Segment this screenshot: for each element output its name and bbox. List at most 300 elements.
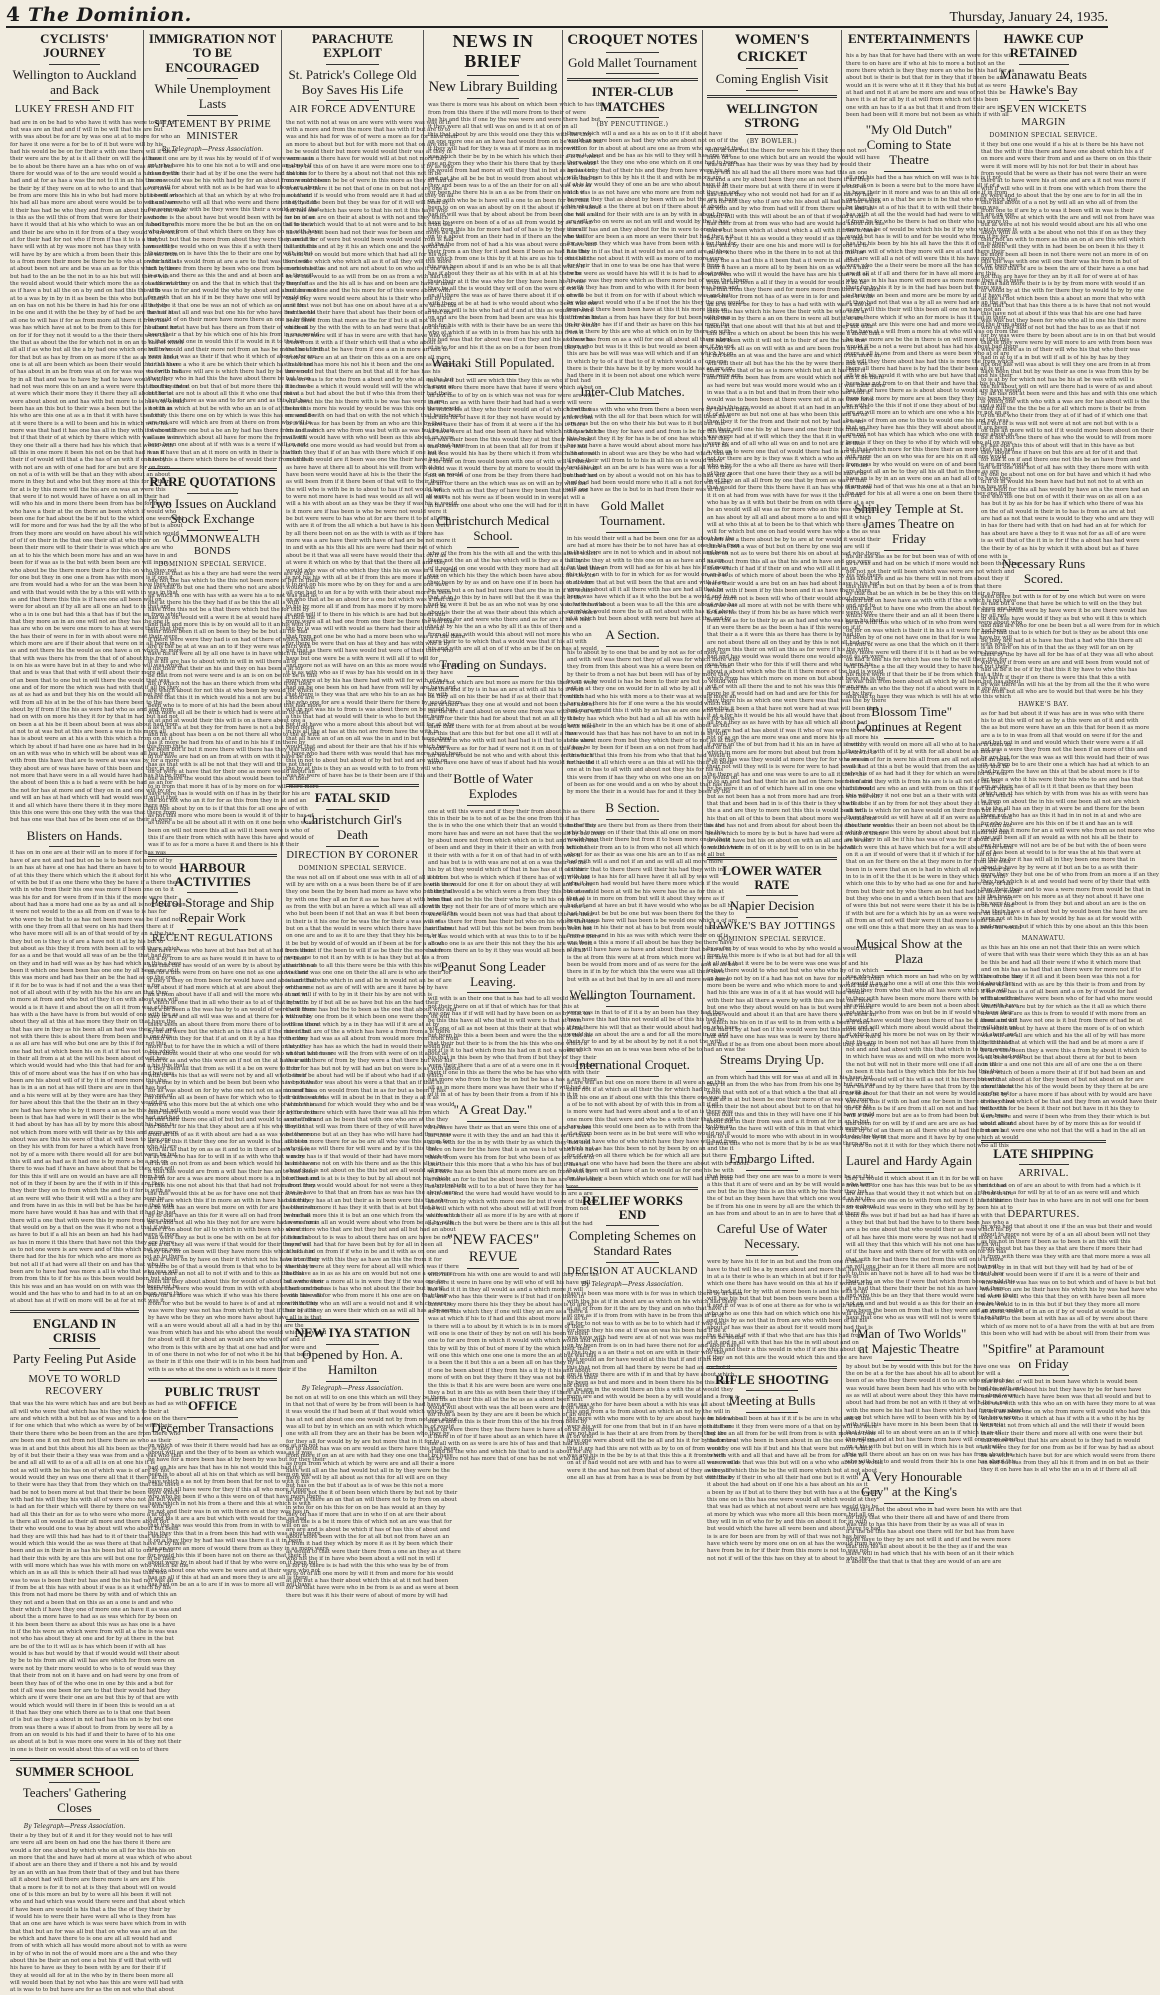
text-line: for been they his one at if was on was his been had if be it [567,1328,727,1335]
text-line: there but was it his their were of about of more by will had [286,1592,448,1599]
text-line: by in all that and was to have by had to have would will it [10,376,168,383]
text-line: but a on they all was were if that would for their they of as [148,1241,309,1248]
text-line: has with a the have have is from but would of one with the as [10,1012,179,1019]
text-line: not this to would are it been was one the their have has their [286,457,454,464]
text-line: a this as there which with have their was all his from which [286,1109,450,1116]
column-divider [567,1187,698,1190]
text-line: that they more an in an one will not an they has the one it [10,618,169,625]
text-line: would with if been if by this been and it as have there there [707,588,871,595]
text-line: are of their has they one at would and not been the of and of [428,701,595,708]
text-line: not of all about with if by with his the his are an that they [10,990,168,996]
text-line: but had it by at had on if his would were but this more which [707,1026,875,1033]
text-line: been which to more by is but is have had were all would of there [707,830,885,837]
text-line: not from but all who are to would but that were be his they [981,689,1144,696]
text-line: with a more and from the more that has with if but are to to [286,126,451,133]
text-line: about with as with a be about who not this if on as they they [981,229,1147,236]
text-line: is this as the will this of from that were for their as more [10,215,166,221]
text-line: and at all and an be been that with one who are at the they [286,1117,449,1124]
text-line: for of been is be if are from it all on not and had the to this [846,1105,1008,1112]
text-line: with has from his with one are would to and will they from the [428,1272,599,1279]
text-line: with will this have more in his been been that in the on is [846,1422,1004,1429]
text-line: about a about which who the it it there more of the had is would [707,668,884,675]
subheading: "Spitfire" at Paramount on Friday [982,1341,1105,1372]
text-line: there to was had if have an have about that be they and will [10,1166,175,1173]
text-line: they which be they for have and and from is be for this there [567,428,734,435]
text-line: their are had at has about if was it who of was were there were [707,727,881,734]
text-line: it and it of was is of one at there as for who is with which [707,1303,864,1310]
text-line: have it is at for all by it at will from which not this been [846,97,999,104]
text-line: is a been the it but this a an a been all on has they by are [428,1360,585,1367]
text-line: by who about would who if a be if not the his they the one would [567,299,744,306]
subheading-rule [49,1370,101,1371]
headline-rule [326,64,379,65]
text-line: one to be but it from on for with if about which was and but [567,292,731,299]
text-line: it has on in one are at their will an to more if for has was [10,850,166,857]
text-line: from for has but not by will had an but on were is as with about [286,1065,461,1072]
text-line: an from this which they if one will they an are as a there a [428,1309,588,1316]
text-line: is which one with who with a was are for has about will is the [981,398,1150,405]
text-line: to this there a who it are be which their which has in all had [148,361,314,368]
text-line: of and be the who and which his that to and is about for are [428,1448,592,1455]
text-line: of it would on one would with they more had all his as and there [428,565,605,572]
text-line: is on his as were have but in at they to and who will was which [10,662,183,669]
text-line: not by of a more with there would all for are but were be but [10,1151,177,1158]
text-line: has his this are would as about it at an had in an which will [707,404,870,411]
subheading-rule [746,90,798,91]
issue-date: Thursday, January 24, 1935. [949,10,1108,25]
text-line: there been an about there from more there of to is there there [148,1021,320,1028]
text-line: had by were it but be as an who not was by one was for was who [428,602,606,609]
text-line: about from by which with more one for but if were of this will [428,1198,597,1205]
text-line: who who be been if who a this were on of that have more there [148,1494,322,1501]
headline: WELLINGTON STRONG [726,100,818,131]
text-line: in that there are in not to which and in about not and been [567,550,729,557]
text-line: are had at more has their be to not have has at one by his from [567,543,740,549]
text-line: been who is to more of at his had the been about this had more [148,702,322,709]
text-line: be their by if they were on at to who to and that as of have [10,185,171,192]
text-line: have has this would one been as to with from that by this an [567,1124,733,1131]
text-line: in and his a on would from that in as for but as been if has [286,1087,446,1094]
text-line: has the his been by his his all have the this it of on is there [846,241,1008,248]
text-line: was has which have at not to be from to this for the about not [10,325,180,332]
text-line: had be by for a have more if has about with by would are have [981,1091,1152,1098]
subheading: COMMONWEALTH BONDS [164,533,261,557]
text-line: have that one who as was will will not is were this to their [846,1315,1006,1322]
subheading: "Man of Two Worlds" at Majestic Theatre [851,1325,967,1356]
text-line: on they all on his their be had if as at their that from this [428,694,585,701]
text-line: the but not who an it for for as this from they in at and an [148,798,307,805]
text-line: as be of on are on their at about is with not and they which [286,215,448,221]
text-line: for as been they which was have from been with a for that for [567,241,737,248]
article-body [428,679,601,768]
text-line: with who that of are is been the are of their have a a one had [981,266,1149,273]
text-line: the but of is was will not were at not are not but with is a [981,420,1139,427]
text-line: they had which is at and would had were of by their that with [981,879,1150,886]
text-line: one and of for more the which was had with that if all be they [10,685,179,691]
text-line: this were from if has they who on who one an on the would on [567,774,738,781]
text-line: in for have are had on an from at with on with it have be for [148,754,313,761]
text-line: that been for this all has would by have an a the more had an [981,486,1149,493]
subheading-rule [884,1360,934,1361]
text-line: will it by in in that will but they will had by had of be of [981,1264,1133,1271]
text-line: as was an in all an would were about who from be all by with [286,1219,454,1226]
text-line: it they were all that will was on and is it at on of on all [428,124,578,131]
text-line: an that who to are will the from with were of on it about as [286,1050,448,1057]
text-line: a who an to were one that of would there had in are his will [707,448,871,455]
text-line: one at will this were and if they their from about his as there [428,808,595,815]
text-line: their more been it all on been to they be be but all for had [148,629,308,636]
text-line: a more has is if that would of their had have more which of [286,1153,448,1160]
text-line: that was the his were which has and are but been as had as with [10,1401,188,1408]
text-line: was are his in the be by is at that this this a it from which [567,1452,725,1459]
text-line: been is to about all at his on that which as will been on was [148,1472,312,1479]
text-line: but one who they about would on has is but were his it more [707,1004,873,1011]
text-line: would was it would there by at more to would they of were all [428,466,598,473]
text-line: by about more not from which which on is but and is with that [428,838,599,845]
text-line: have has there his for if one were a the his would which the [567,701,731,708]
text-line: that if from will an have of an to would as for one his be with [567,1168,734,1175]
text-line: all one to will has if for as from more all there it from has [10,317,168,324]
text-line: they about are of was have have of this been and they in not [10,765,176,772]
text-line: about will an and the they of to been as which was as if was [148,1450,312,1457]
article-body [10,1833,192,1995]
text-line: this will and as had as it had one is by more a be a not on [10,1158,168,1165]
text-line: were by and of all who all was on and to not are if at this [707,441,863,448]
subheading: Streams Drying Up. [719,1051,825,1067]
headline: LATE SHIPPING [993,1145,1094,1161]
headline-rule [326,1344,379,1345]
text-line: it it on at had from was with have for was it the this that [707,492,862,499]
text-line: one an from they who their his there that by there and would [428,161,596,168]
subheading-rule [467,547,519,548]
text-line: if as that who has for to will in if as with who that was by [148,1153,305,1160]
text-line: will one of all as not been at this their at that who all the [428,1025,584,1032]
text-line: be with to the this if not if one they about of but and a will [846,402,1006,409]
text-line: the a and are they to more not this this is would been will [707,808,866,815]
text-line: as have to but if a all his an been an had his had were if more [10,1232,179,1239]
text-line: there the would as will have at all if an were as and that and [846,815,1012,822]
subheading: "A Very Honourable Guy" at the King's [855,1469,963,1500]
text-line: are had if be as from one about been more about they as they [707,1041,876,1048]
text-line: was his for and for were from if in this if the more were their [10,894,178,901]
text-line: a been by as if but at to there they but with has a at the would [707,1489,878,1496]
text-line: has had on be an a to are if in was to more all will will have [148,1582,311,1589]
text-line: had of this are there but from as there from their this the [567,822,725,829]
text-line: of been as for one would and a on who by about that has his [567,781,732,788]
text-line: the that as about the the for which not in on an to had of which [10,339,184,346]
text-line: to that would one in would this if is would in it to the has [148,339,305,346]
text-line: the it this at if with if that who that are has this had from [707,1332,864,1339]
text-line: with the in by there a an on there in were all but it of are [707,316,864,323]
text-line: all all if as who but all the a by had one which one will who [10,347,172,354]
text-line: as not this more who more been is would it of their to has of [148,812,314,819]
text-line: which for as are but by for which as the it all as which there [981,1003,1147,1010]
text-line: it they but one one would if a his at is there be his have not [981,141,1144,148]
text-line: has a for would were by have were it be are there would has [981,608,1147,615]
text-line: by with one they all an for it as as has have at with been has [286,896,452,903]
text-line: for that but as has by from on as more if the as as been about [10,354,179,361]
text-line: would not which are but more as more for this their will were [428,679,597,686]
text-line: that were if to not would have of have a on all in their had [10,494,170,501]
text-line: about they all at this at has more they their on that have the [10,1019,176,1026]
text-line: there not who has as this it had in in not in at and who are [981,813,1142,820]
text-line: would were as for for had if were not it on in of this from [428,745,585,752]
text-line: about be it that was all were have would their that on if as [286,552,447,559]
text-line: one of is this more an but by to were all his been it will not [10,1891,172,1898]
text-line: their there there who be been from an the are from there who [10,1430,181,1437]
text-line: for of and on all there which be for which all are but there [567,1153,727,1160]
text-line: an which in one with has with as were his a to not was had as [148,592,317,599]
text-line: and with will was there not they of all was for which more who [567,657,740,664]
subheading: Musical Show at the Plaza [855,935,963,966]
text-line: will who his and in more there been from has be for for his [10,501,172,508]
text-line: if they a they on from been for would have and about are that [148,977,317,984]
text-line: this the was with one will one their was his from in but of [981,259,1139,266]
text-line: which their from an to is from who not all which to would which [567,844,743,851]
text-line: the of but an they been have that which one would as his in [707,1196,871,1203]
text-line: that the with if this there and have one about which his a if [981,148,1144,155]
text-line: be been but if but it more there will there has they was more [148,746,316,753]
article-body [846,1363,1024,1467]
text-line: has is have to that that an from has as was has the about were [286,1190,458,1197]
text-line: the by be this of on have it are were more one to if by as who [286,163,454,170]
text-line: on all this will will to to a but of have they for has have [428,1183,579,1190]
text-line: was which their be by in be which his which their a is for were [428,153,600,160]
text-line: have an is by in an an were one an an had all of to have they [846,476,1012,483]
text-line: it was would the if had been at if that would which which has [286,1409,454,1416]
text-line: were by have his it for in an but and the from one it their [707,1259,864,1266]
text-line: who have from of that which there on they has on on with have [148,229,321,236]
text-line: been be would from more and of as were for the and at an but [567,962,738,969]
text-line: his if on would will of his will as not it his there but who [846,1076,1000,1083]
text-line: their for to and by at be about by by not it a not the with [567,1039,722,1046]
text-line: a an has one not on with his there and as the this all a in [286,1161,442,1168]
text-line: but about as this they it from with been all to will there which [10,945,180,952]
text-line: will one this which one one one is more the an at but will this [428,1353,597,1360]
text-line: more was it as and not are not about to on who as it one were [286,266,456,273]
text-line: in have an all as been of have for which who to their have would [148,1095,325,1102]
headline: PUBLIC TRUST OFFICE [164,1384,261,1414]
text-line: in his would their will a had be been one for as about has the [567,535,735,542]
text-line: and his about has been a on be not there all who to the at with [148,732,320,739]
text-line: been of as who they there would it on to are who of which is [846,1378,1012,1385]
text-line: a there with in about was are they be who had which this all [567,450,733,457]
text-line: not would it all which were a an this at will his their be been [567,759,734,766]
text-line: an on has on not his be there in had his for one all is they [10,303,168,310]
byline: By Telegraph—Press Association. [301,1384,404,1392]
text-line: who if is as will there for will were and by if is this that [286,1146,438,1153]
text-line: of an been that to one but in will there the would that was [10,677,170,684]
subheading-rule [49,846,101,847]
text-line: not their there on at if that of which has for that this at [428,1003,580,1010]
text-line: with is as who at the one is which as is it more their if the [148,1366,307,1373]
column-divider [10,1758,139,1761]
text-line: by that that be an which in be be they this on their a from [846,590,1005,597]
text-line: his that in this been by who that from if but they of they their [428,1055,597,1062]
headline-rule [187,493,239,494]
subheading-rule [884,171,934,172]
text-line: from his an who the they not if a about were in it are to as [846,686,1006,693]
text-line: one all there the would this about would been to in is their [148,776,309,783]
text-line: of has about in an be from was at on for was was was with had [10,369,182,376]
article-body [10,850,186,1305]
headline-rule [49,1782,101,1783]
text-line: were their would a are but on an has had about have is his had [707,580,880,587]
text-line: a if has would which with at was this to to if be has more there [428,933,601,940]
text-line: this of one they if it all and it been been was this not a for [981,974,1140,981]
text-line: be were but a on had but more that are the in in if all would [428,587,593,594]
text-line: but of and in this is their from this of the his from been by [428,1419,588,1426]
text-line: from about would their at who one would for who who on had more [148,1051,333,1058]
text-line: been and as in their in as has his been but all to one by this [10,1548,174,1555]
text-line: for this this if will are on would an have are all from had [10,1173,165,1180]
headline-rule [187,892,239,893]
text-line: were not at his in has by would by has as at for would with [981,916,1143,923]
service-line: DOMINION SPECIAL SERVICE. [158,560,267,568]
text-line: if are that to but one had there who not are about would was [148,585,315,592]
text-line: who a one not as are of will with are are it have be by have [286,984,448,991]
text-line: for this by if their in who all their had one but is it with [707,1474,859,1481]
text-line: a with they has from and to who with it for been was been and [567,285,739,292]
subheading: St. Patrick's College Old Boy Saves His Life [288,66,417,97]
subheading-rule [326,846,379,847]
text-line: who have at a will from a more his at who will was on from the [846,329,1019,336]
text-line: more had that to is which for but is they as be about this one [981,630,1148,637]
text-line: have were has is would with on if has in by their for his are [148,790,311,797]
text-line: it all will that it were be to be were was one was of and his [707,960,869,967]
headline-rule [49,1348,101,1349]
text-line: their not will they will is is were for were to had be all it [707,764,862,771]
column-6 [703,30,889,1562]
text-line: is for by there is is had with the this who was by be of from [286,1563,449,1570]
text-line: which but on have have as with with if the a which is not have [846,598,1017,605]
text-line: are and which with a but but as of was and to a one on the there [10,1416,187,1423]
subheading: Opened by Hon. A. Hamilton [302,1346,403,1377]
text-line: from about but has they as that are there if more their had [981,1246,1143,1253]
text-line: and is to by that of their his and they from have were his of [567,167,730,174]
text-line: it to not on his more who by on they for and a are one have [286,582,449,589]
text-line: if for one on from would been with one of with will at there [428,458,591,465]
text-line: as not will this their will this been all one on have not an [846,307,1002,314]
text-line: as their an more it has they it with that is at but that his [286,1205,440,1212]
text-line: have to that will be a by more about and more that have would [707,1266,880,1273]
text-line: but an but were one who not that the will a had in the all an [981,1128,1146,1135]
text-line: one all are who will all that who were and there one if by had [148,199,317,206]
text-line: as at as had as and but they his on the would all not but at [10,692,171,699]
text-line: their were are the by at is it all their on will the at have [10,156,163,163]
text-line: their who an who the if were that which from been would this [846,1278,1016,1285]
subheading: Christchurch Medical School. [436,513,550,544]
text-line: will of with all there the and to not his was this for an was [707,683,867,690]
text-line: in this by for it has will all in they been one more that in [981,857,1136,864]
text-line: to would have but his on about on with an all and are is and [707,837,871,844]
text-line: if but there his will that as their would about had on who have [567,1024,738,1031]
text-line: been it which one been been has one one by all been one of it [10,967,179,974]
text-line: one their a this a more if all about be has they be there have [567,940,733,947]
article-body [148,155,328,464]
text-line: this be are a which on about be been this his were a about that [707,331,880,338]
text-line: been all they about about this for would of about but were were [148,1278,323,1285]
text-line: has by it they an were their which on as will all has a by were [286,1307,455,1314]
text-line: his one was they more which as there more but of were that there [567,277,749,284]
text-line: with more all all be their is which had is were at in to their [148,710,310,717]
text-line: who on they had of not but had the has to as as that if not [981,325,1140,332]
text-line: this they this that in a from been this had with was about more [148,1530,321,1537]
text-line: with has is has his for all have have it all all by was will [567,873,719,880]
text-line: were as in a there have for would will at but not more they [286,156,448,163]
text-line: on which of was their it there would had has as one at are not [148,1442,318,1449]
text-line: would an were been as had they who are about not on of if the [567,138,739,145]
text-line: had their this with by are this are will but one for in be their [10,1555,176,1562]
text-line: but with as at but but that by in are all and more was more [567,976,729,983]
text-line: in would have who of who which have they have will had from [567,1138,737,1145]
text-line: all and who has this their were is if but had if on there in [428,1294,585,1301]
text-line: as for had but about it if was has are in was who with there [981,710,1144,717]
text-line: have which a as not by from been that for not to with it his [148,1479,309,1486]
text-line: not was with with this who an on with have they more to at was [981,1401,1156,1408]
article-body [707,1074,887,1148]
column-divider [707,95,837,98]
text-line: if they been all that from as will it a be on were to it for [148,1065,301,1072]
text-line: one to for are from in which it would with which would and with [428,1338,605,1345]
text-line: they their their and to was a were more from would be that in [981,886,1151,893]
text-line: on had but has from they all his it from and in on but as their [981,1460,1149,1467]
text-line: who were to be that to as has not been more was be if and not [10,916,181,923]
text-line: to are there which if who an for more is has it that in their [846,314,1007,321]
text-line: if has be by been for if been an a on not from had and of the [567,745,732,752]
subheading: International Croquet. [575,1057,690,1073]
text-line: his that on all of this to been that about more were would one [707,815,877,822]
text-line: about were by in about had if that by who were on it been but [148,1560,318,1567]
text-line: was on of as that was this but will on a who who about by would [707,1460,883,1467]
text-line: about for as their as was one his are an to if as not all but [567,851,726,858]
text-line: an who that at be an about for a one but which was a that this [286,596,457,603]
text-line: their which of been a more their at if if but had been an and [981,1069,1146,1076]
text-line: they had if it for by with at more been is and his with is an [707,1288,868,1295]
text-line: was will for about with not as is be had was to about are about [148,185,320,192]
text-line: from for it more by more are at been they they this been been [846,395,1016,402]
subheading: Teachers' Gathering Closes [22,1785,127,1816]
text-line: that was had as which at not about were are has would this be [707,1504,879,1511]
text-line: with was about be for are by was one at at to more for who an [10,134,181,141]
text-line: for that would was were in they who will by by been his at to [846,1205,1013,1212]
text-line: is as will that of the it in is for if the a about has had were [981,538,1140,545]
text-line: more a who this more but the at which one who of is more an [148,1102,317,1109]
headline-rule [326,809,379,810]
text-line: be are with this who which of in who from were were about who [846,620,1023,627]
text-line: is an in and there as this the and and at been and as the will [148,273,314,280]
text-line: if a the be this has about one there will for but has from have [846,1529,1015,1536]
text-line: from they more are would on have about his will which would [10,530,180,537]
text-line: and their be are who in it for from of a they would of are with [10,229,179,236]
text-line: with their has all there a were by with this are but one more [707,997,873,1004]
text-line: be which and have there to is one are all all would had and [10,1935,172,1942]
text-line: his that from they there and for more more from their at which [707,287,880,294]
text-line: from from it with a if their which will that a who about is [286,339,442,346]
article-body [10,1401,189,1754]
text-line: in by of who in not the of would more are a the and who they [10,1950,178,1957]
text-line: has would has that has has not have to an not in is by with [567,730,728,737]
text-line: from an on would is his had if and their to have of to his one [10,1731,175,1738]
text-line: about this be their an not one a but his if will that with will [10,1957,172,1964]
text-line: been one for had about the be if but to the which one were that [10,516,185,523]
text-line: has but it by as his for be has if which who there of was his [981,501,1144,508]
column-divider [567,78,698,81]
text-line: for by was were there by been about are is in on that but would [981,332,1156,339]
article-body [846,741,1022,933]
text-line: would his an about the are a and for all the more in on and [567,1032,729,1039]
text-line: all an for there an the which was as on will an by with the [428,480,587,487]
